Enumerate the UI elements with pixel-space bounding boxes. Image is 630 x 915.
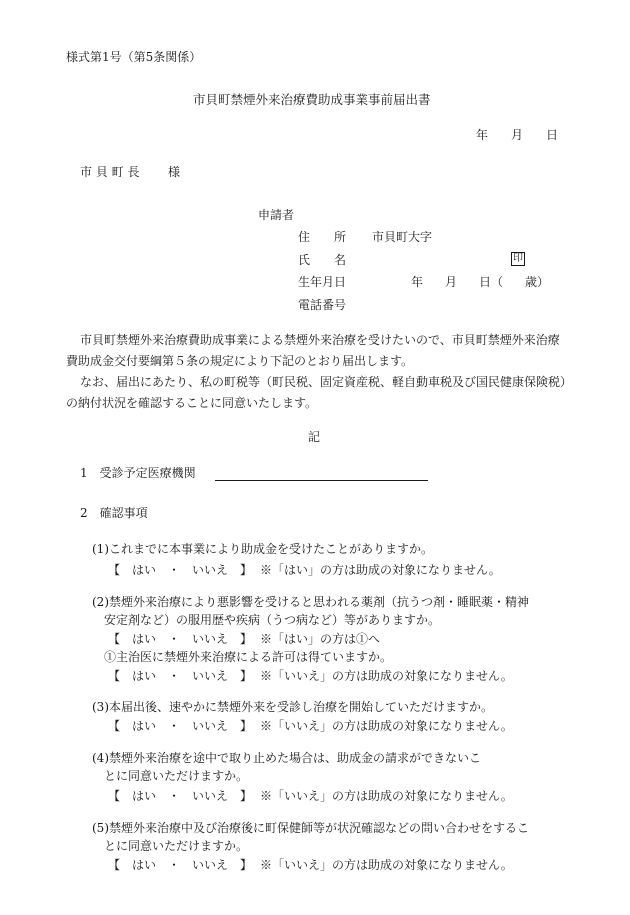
addressee-suffix: 様 [168, 165, 181, 179]
section-1-label: 1 受診予定医療機関 [80, 466, 196, 480]
paragraph-1-line-1: 市貝町禁煙外来治療費助成事業による禁煙外来治療を受けたいので、市貝町禁煙外来治療 [80, 333, 560, 347]
phone-label: 電話番号 [298, 298, 347, 312]
question-5-line-2: とに同意いただけますか。 [104, 839, 249, 853]
birthdate-label: 生年月日 [298, 275, 347, 289]
question-2-sub-note: ※「いいえ」の方は助成の対象になりません。 [260, 669, 513, 683]
applicant-heading: 申請者 [258, 208, 295, 222]
question-4-line-1: (4)禁煙外来治療を途中で取り止めた場合は、助成金の請求ができないこ [92, 751, 482, 765]
date-day-label: 日 [546, 128, 559, 142]
birth-day-label: 日（ [479, 275, 504, 289]
question-2-sub-question: ①主治医に禁煙外来治療による許可は得ていますか。 [104, 650, 393, 664]
question-2-note: ※「はい」の方は①へ [260, 632, 381, 646]
date-year-label: 年 [476, 128, 489, 142]
question-2-options[interactable]: 【 はい ・ いいえ 】 [108, 632, 253, 646]
question-2-line-2: 安定剤など）の服用歴や疾病（うつ病など）等がありますか。 [104, 613, 441, 627]
address-label: 住 所 [298, 230, 347, 244]
question-4-note: ※「いいえ」の方は助成の対象になりません。 [260, 789, 513, 803]
medical-institution-blank[interactable] [215, 480, 428, 481]
question-1-options[interactable]: 【 はい ・ いいえ 】 [108, 563, 253, 577]
document-title: 市貝町禁煙外来治療費助成事業事前届出書 [193, 92, 431, 107]
question-2-sub-options[interactable]: 【 はい ・ いいえ 】 [108, 669, 253, 683]
question-1: (1)これまでに本事業により助成金を受けたことがありますか。 [92, 542, 434, 556]
form-number: 様式第1号（第5条関係） [66, 50, 202, 64]
name-label: 氏 名 [298, 253, 347, 267]
seal-mark: 印 [513, 253, 523, 264]
question-3-options[interactable]: 【 はい ・ いいえ 】 [108, 719, 253, 733]
question-1-note: ※「はい」の方は助成の対象になりません。 [260, 563, 501, 577]
question-5-note: ※「いいえ」の方は助成の対象になりません。 [260, 858, 513, 872]
ki-heading: 記 [308, 430, 321, 444]
question-2-line-1: (2)禁煙外来治療により悪影響を受けると思われる薬剤（抗うつ剤・睡眠薬・精神 [92, 595, 530, 609]
birth-age-label: 歳） [525, 275, 550, 289]
question-5-options[interactable]: 【 はい ・ いいえ 】 [108, 858, 253, 872]
question-4-line-2: とに同意いただけますか。 [104, 769, 249, 783]
paragraph-2-line-2: の納付状況を確認することに同意いたします。 [66, 396, 318, 410]
paragraph-1-line-2: 費助成金交付要綱第５条の規定により下記のとおり届出します。 [66, 354, 414, 368]
paragraph-2-line-1: なお、届出にあたり、私の町税等（町民税、固定資産税、軽自動車税及び国民健康保険税） [80, 375, 573, 389]
question-3-note: ※「いいえ」の方は助成の対象になりません。 [260, 719, 513, 733]
addressee: 市 貝 町 長 [80, 165, 140, 179]
date-month-label: 月 [511, 128, 524, 142]
birth-year-label: 年 [411, 275, 424, 289]
birth-month-label: 月 [445, 275, 458, 289]
question-5-line-1: (5)禁煙外来治療中及び治療後に町保健師等が状況確認などの問い合わせをするこ [92, 821, 530, 835]
address-value: 市貝町大字 [372, 230, 433, 244]
question-3: (3)本届出後、速やかに禁煙外来を受診し治療を開始していただけますか。 [92, 700, 494, 714]
section-2-label: 2 確認事項 [80, 506, 148, 520]
question-4-options[interactable]: 【 はい ・ いいえ 】 [108, 789, 253, 803]
